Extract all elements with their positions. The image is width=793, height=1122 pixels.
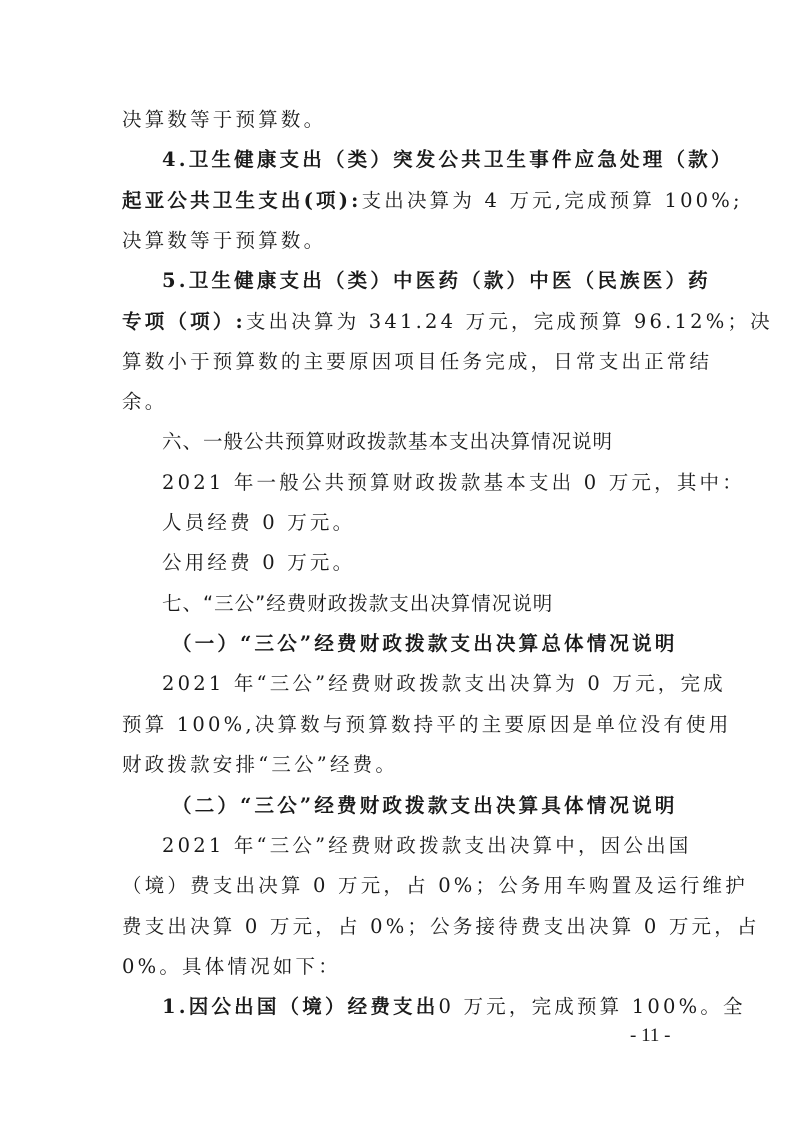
section-heading: 六、一般公共预算财政拨款基本支出决算情况说明 bbox=[162, 430, 614, 453]
item-4-title: 4.卫生健康支出（类）突发公共卫生事件应急处理（款） bbox=[162, 148, 734, 171]
body-text: 支出决算为 4 万元,完成预算 100%; bbox=[361, 189, 743, 212]
paragraph-line bbox=[122, 751, 674, 779]
body-text: 预算 100%,决算数与预算数持平的主要原因是单位没有使用 bbox=[122, 713, 732, 736]
paragraph-line bbox=[122, 711, 732, 739]
section-7-heading bbox=[162, 590, 674, 618]
item-4-title-line bbox=[162, 146, 734, 174]
item-5-title: 5.卫生健康支出（类）中医药（款）中医（民族医）药 bbox=[162, 269, 711, 292]
subsection-2-heading bbox=[172, 792, 678, 820]
item-1-title: 1.因公出国（境）经费支出 bbox=[162, 995, 439, 1018]
item-5-title-line bbox=[162, 267, 711, 295]
paragraph-line bbox=[122, 348, 713, 376]
paragraph-line bbox=[162, 832, 692, 860]
body-text: 决算数等于预算数。 bbox=[122, 108, 327, 131]
body-text: （境）费支出决算 0 万元，占 0%；公务用车购置及运行维护 bbox=[122, 874, 748, 897]
paragraph-line bbox=[162, 993, 746, 1021]
paragraph-line bbox=[122, 913, 760, 941]
paragraph-line bbox=[162, 549, 674, 577]
body-text: 0%。具体情况如下： bbox=[122, 955, 341, 978]
paragraph-line bbox=[122, 953, 674, 981]
body-text: 2021 年“三公”经费财政拨款支出决算为 0 万元，完成 bbox=[162, 672, 726, 695]
page-number: - 11 - bbox=[630, 1025, 671, 1046]
paragraph-line bbox=[122, 388, 674, 416]
paragraph-line bbox=[162, 670, 726, 698]
body-text: 0 万元，完成预算 100%。全 bbox=[438, 995, 746, 1018]
subsection-heading: （一）“三公”经费财政拨款支出决算总体情况说明 bbox=[172, 632, 678, 655]
paragraph-line bbox=[162, 469, 745, 497]
body-text: 费支出决算 0 万元，占 0%；公务接待费支出决算 0 万元，占 bbox=[122, 915, 760, 938]
item-4-title-continued: 起亚公共卫生支出(项): bbox=[122, 189, 362, 212]
paragraph-line bbox=[122, 308, 773, 336]
body-text: 支出决算为 341.24 万元，完成预算 96.12%；决 bbox=[245, 310, 773, 333]
subsection-1-heading bbox=[172, 630, 678, 658]
body-text: 财政拨款安排“三公”经费。 bbox=[122, 753, 399, 776]
subsection-heading: （二）“三公”经费财政拨款支出决算具体情况说明 bbox=[172, 794, 678, 817]
body-text: 算数小于预算数的主要原因项目任务完成，日常支出正常结 bbox=[122, 350, 713, 373]
item-5-title-continued: 专项（项）: bbox=[122, 310, 246, 333]
body-text: 决算数等于预算数。 bbox=[122, 229, 327, 252]
body-text: 人员经费 0 万元。 bbox=[162, 511, 356, 534]
paragraph-line bbox=[122, 187, 743, 215]
paragraph-line bbox=[162, 509, 674, 537]
section-heading: 七、“三公”经费财政拨款支出决算情况说明 bbox=[162, 592, 554, 615]
body-text: 余。 bbox=[122, 390, 168, 413]
paragraph-line bbox=[122, 872, 748, 900]
body-text: 2021 年一般公共预算财政拨款基本支出 0 万元，其中： bbox=[162, 471, 745, 494]
body-text: 2021 年“三公”经费财政拨款支出决算中，因公出国 bbox=[162, 834, 692, 857]
section-6-heading bbox=[162, 428, 674, 456]
paragraph-line bbox=[122, 106, 674, 134]
body-text: 公用经费 0 万元。 bbox=[162, 551, 356, 574]
paragraph-line bbox=[122, 227, 674, 255]
